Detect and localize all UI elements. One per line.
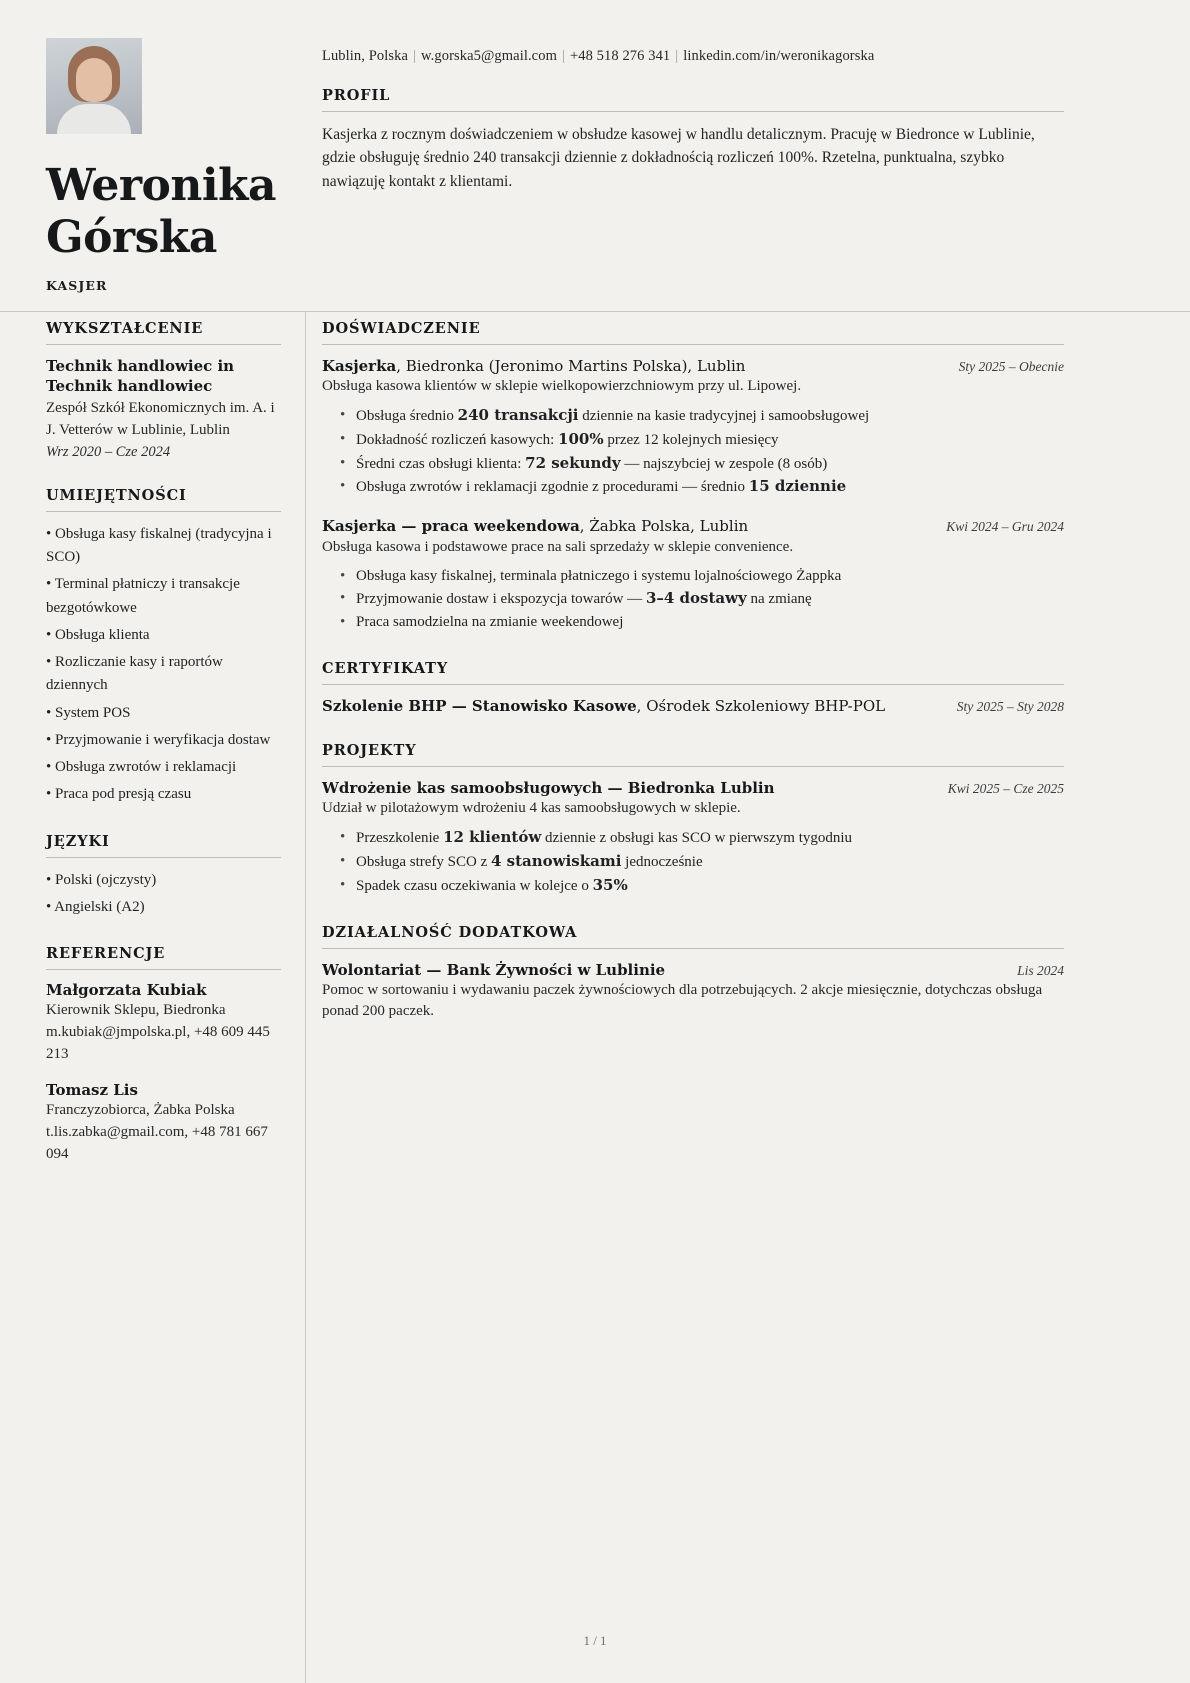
section-heading-certificates: CERTYFIKATY [322, 660, 1064, 685]
avatar-body [57, 104, 131, 134]
experience-company: , Biedronka (Jeronimo Martins Polska), Lublin [396, 356, 746, 375]
section-heading-skills: UMIEJĘTNOŚCI [46, 487, 281, 512]
list-item: • Obsługa klienta [46, 626, 150, 643]
list-item: • Rozliczanie kasy i raportów dziennych [46, 654, 223, 694]
extra-activity-name: Wolontariat — Bank Żywności w Lublinie [322, 960, 666, 979]
experience-title [322, 516, 748, 536]
reference-item [46, 981, 281, 1066]
certificate-item [322, 696, 1064, 716]
project-title [322, 778, 775, 798]
list-item: • Obsługa strefy SCO z 4 stanowiskami jednocześnie [344, 850, 1064, 874]
header-left [0, 38, 305, 293]
education-item [46, 356, 281, 461]
project-name: Wdrożenie kas samoobsługowych — Biedronka Lublin [322, 779, 775, 798]
contact-phone: +48 518 276 341 [569, 48, 671, 64]
experience-summary: Obsługa kasowa klientów w sklepie wielkopowierzchniowym przy ul. Lipowej. [322, 378, 802, 395]
certificate-item-header [322, 696, 1064, 716]
education-title: Technik handlowiec in Technik handlowiec [46, 356, 235, 396]
section-certificates [322, 660, 1064, 716]
reference-name: Małgorzata Kubiak [46, 981, 207, 1000]
project-item [322, 778, 1064, 898]
reference-detail: Kierownik Sklepu, Biedronka m.kubiak@jmpolska.pl, +48 609 445 213 [46, 1002, 270, 1063]
header-divider [0, 311, 1190, 312]
list-item: • Obsługa kasy fiskalnej, terminala płatniczego i systemu lojalnościowego Żappka [344, 565, 1064, 588]
contact-separator: | [413, 48, 417, 64]
list-item: • Obsługa średnio 240 transakcji dziennie na kasie tradycyjnej i samoobsługowej [344, 404, 1064, 428]
list-item: • Praca samodzielna na zmianie weekendowej [344, 611, 1064, 634]
section-heading-languages: JĘZYKI [46, 833, 281, 858]
section-skills [46, 487, 281, 807]
list-item: • Polski (ojczysty) [46, 871, 157, 888]
experience-summary: Obsługa kasowa i podstawowe prace na sali sprzedaży w sklepie convenience. [322, 538, 794, 555]
reference-item [46, 1081, 281, 1166]
education-school: Zespół Szkół Ekonomicznych im. A. i J. Vetterów w Lublinie, Lublin [46, 400, 275, 439]
list-item: • Przeszkolenie 12 klientów dziennie z obsługi kas SCO w pierwszym tygodniu [344, 826, 1064, 850]
contact-email[interactable]: w.gorska5@gmail.com [421, 48, 557, 64]
experience-bullets [322, 565, 1064, 634]
extra-activity-title [322, 960, 665, 980]
contact-separator: | [675, 48, 679, 64]
certificate-name: Szkolenie BHP — Stanowisko Kasowe [322, 696, 637, 715]
experience-date: Sty 2025 – Obecnie [958, 358, 1064, 374]
avatar [46, 38, 142, 134]
section-heading-experience: DOŚWIADCZENIE [322, 320, 1064, 345]
section-heading-references: REFERENCJE [46, 945, 281, 970]
experience-title [322, 356, 745, 376]
extra-activity-item-header [322, 960, 1064, 980]
experience-item [322, 516, 1064, 634]
list-item: • Obsługa kasy fiskalnej (tradycyjna i SCO) [46, 525, 272, 566]
extra-activity-item [322, 960, 1064, 1022]
experience-item-header [322, 356, 1064, 376]
skills-list [46, 523, 281, 807]
section-education [46, 320, 281, 461]
section-experience [322, 320, 1064, 634]
section-references [46, 945, 281, 1165]
list-item: • Obsługa zwrotów i reklamacji zgodnie z procedurami — średnio 15 dziennie [344, 475, 1064, 499]
page-title: Weronika Górska [46, 160, 277, 263]
list-item: • Angielski (A2) [46, 898, 145, 915]
certificate-date: Sty 2025 – Sty 2028 [956, 698, 1064, 714]
experience-item [322, 356, 1064, 499]
section-heading-education: WYKSZTAŁCENIE [46, 320, 281, 345]
list-item: • Praca pod presją czasu [46, 786, 192, 803]
certificate-title [322, 696, 885, 716]
section-languages [46, 833, 281, 920]
contact-separator: | [561, 48, 565, 64]
extra-activity-summary: Pomoc w sortowaniu i wydawaniu paczek żywnościowych dla potrzebujących. 2 akcje miesięcznie, dotychczas obsługa ponad 200 paczek. [322, 982, 1043, 1020]
list-item: • System POS [46, 704, 131, 721]
contact-location: Lublin, Polska [322, 48, 408, 64]
sidebar-column [0, 320, 305, 1191]
list-item: • Terminal płatniczy i transakcje bezgotówkowe [46, 576, 240, 616]
experience-bullets [322, 404, 1064, 499]
experience-role: Kasjerka — praca weekendowa [322, 517, 580, 536]
project-item-header [322, 778, 1064, 798]
resume-header [0, 0, 1190, 293]
list-item: • Przyjmowanie dostaw i ekspozycja towarów — 3–4 dostawy na zmianę [344, 587, 1064, 611]
experience-date: Kwi 2024 – Gru 2024 [946, 519, 1064, 535]
list-item: • Obsługa zwrotów i reklamacji [46, 759, 237, 776]
column-divider [305, 311, 306, 1683]
page-number: 1 / 1 [583, 1633, 607, 1648]
job-role: KASJER [46, 277, 108, 293]
education-date: Wrz 2020 – Cze 2024 [46, 443, 171, 460]
section-heading-extra-activity: DZIAŁALNOŚĆ DODATKOWA [322, 924, 1064, 949]
section-extra-activity [322, 924, 1064, 1022]
project-summary: Udział w pilotażowym wdrożeniu 4 kas samoobsługowych w sklepie. [322, 800, 741, 817]
project-bullets [322, 826, 1064, 897]
reference-name: Tomasz Lis [46, 1080, 138, 1099]
list-item: • Spadek czasu oczekiwania w kolejce o 35% [344, 874, 1064, 898]
extra-activity-date: Lis 2024 [1017, 962, 1064, 978]
experience-role: Kasjerka [322, 356, 397, 375]
header-right [305, 38, 1190, 293]
list-item: • Przyjmowanie i weryfikacja dostaw [46, 731, 271, 748]
contact-line [322, 38, 1064, 65]
experience-company: , Żabka Polska, Lublin [579, 517, 749, 536]
main-column [305, 320, 1190, 1191]
languages-list [46, 869, 281, 920]
section-projects [322, 742, 1064, 898]
certificate-issuer: , Ośrodek Szkoleniowy BHP-POL [636, 696, 886, 715]
list-item: • Średni czas obsługi klienta: 72 sekundy — najszybciej w zespole (8 osób) [344, 452, 1064, 476]
list-item: • Dokładność rozliczeń kasowych: 100% przez 12 kolejnych miesięcy [344, 428, 1064, 452]
project-date: Kwi 2025 – Cze 2025 [947, 781, 1064, 797]
experience-item-header [322, 516, 1064, 536]
contact-linkedin[interactable]: linkedin.com/in/weronikagorska [683, 48, 875, 64]
avatar-face [76, 58, 112, 102]
reference-detail: Franczyzobiorca, Żabka Polska t.lis.zabka@gmail.com, +48 781 667 094 [46, 1101, 268, 1162]
resume-body [0, 293, 1190, 1191]
profil-text: Kasjerka z rocznym doświadczeniem w obsłudze kasowej w handlu detalicznym. Pracuję w Biedronce w Lublinie, gdzie obsługuję średnio 240 transakcji dziennie z dokładnością rozliczeń 100%. Rzetelna, punktualna, szybko nawiązuję kontakt z klientami. [322, 126, 1035, 190]
section-heading-profil: PROFIL [322, 87, 1064, 112]
section-heading-projects: PROJEKTY [322, 742, 1064, 767]
